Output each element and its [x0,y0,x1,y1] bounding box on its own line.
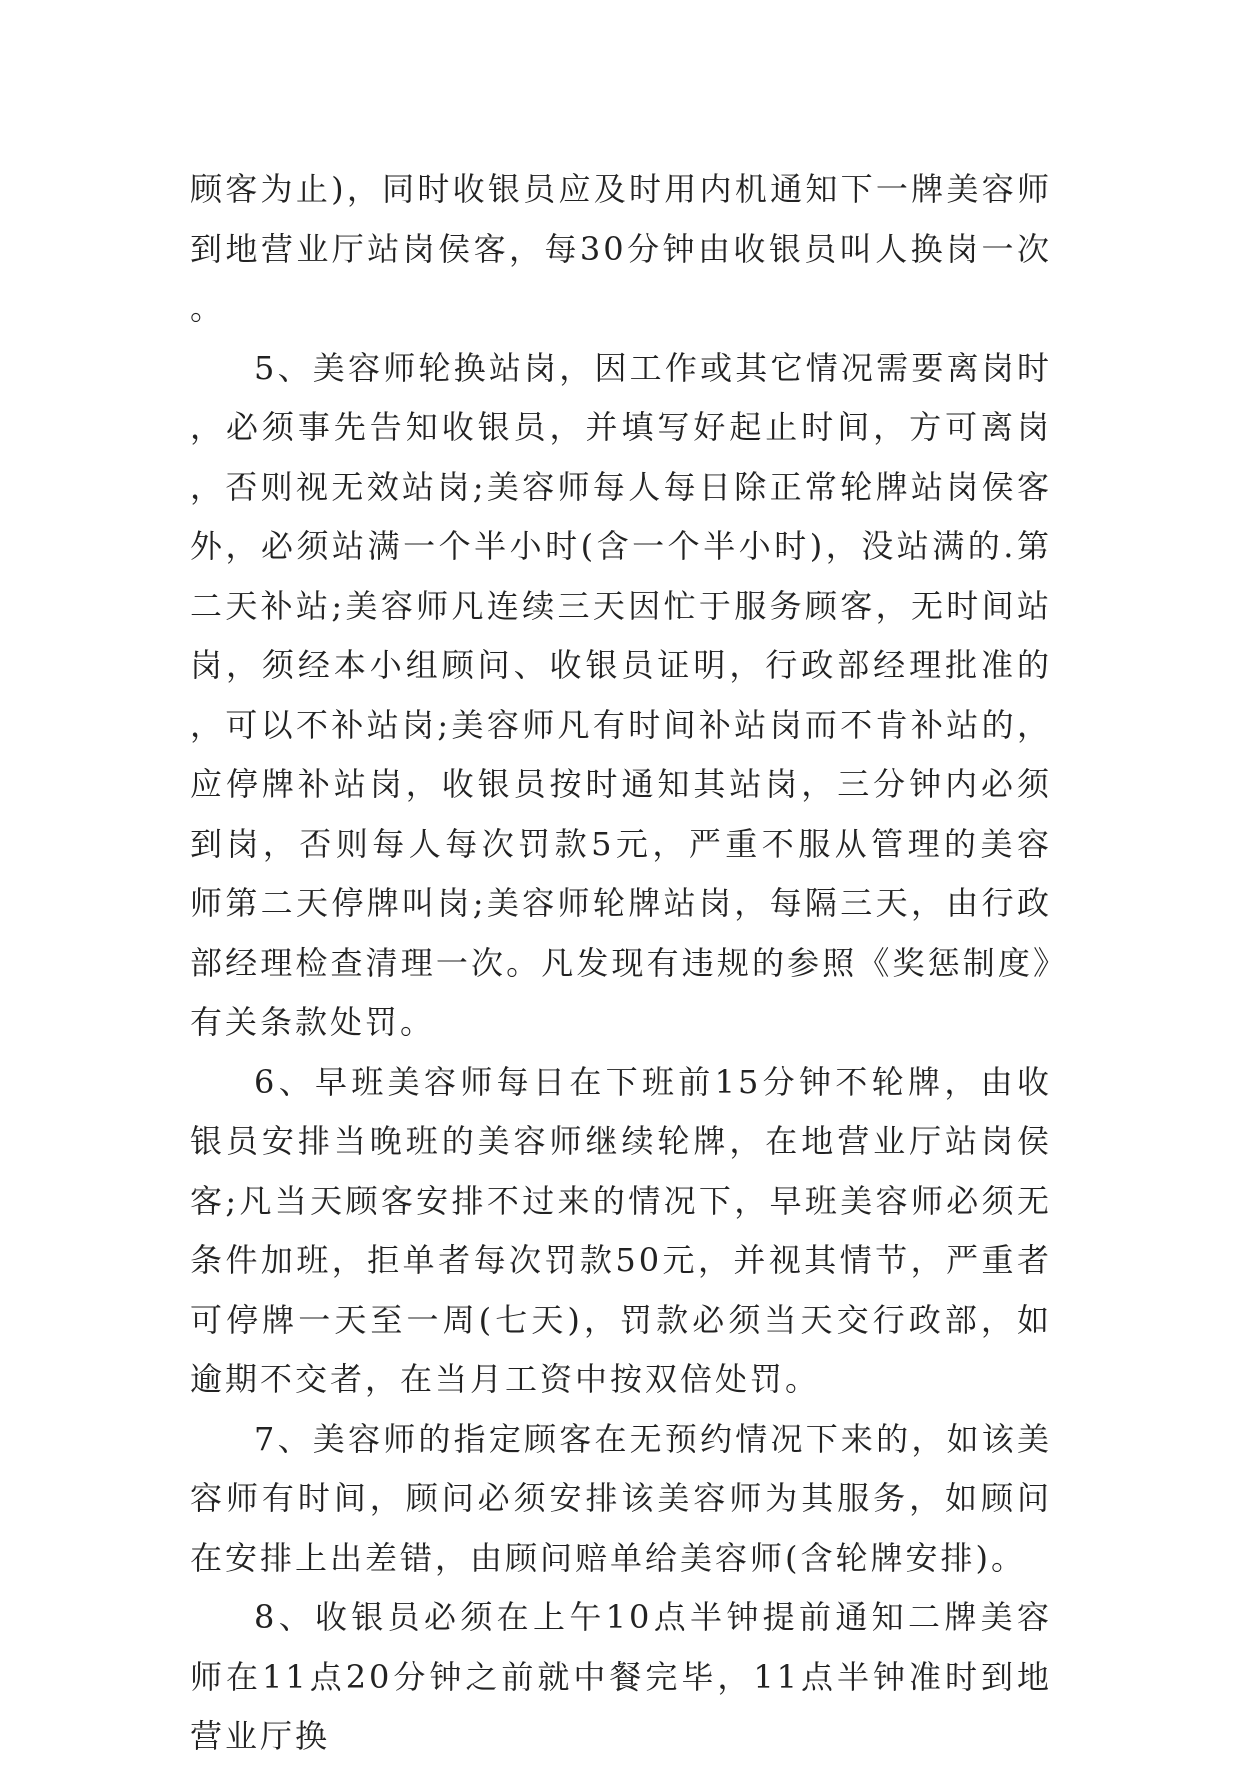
paragraph-continuation: 顾客为止)，同时收银员应及时用内机通知下一牌美容师到地营业厅站岗侯客，每30分钟由收银员叫人换岗一次。 [190,170,1052,327]
paragraph-item-8: 8、收银员必须在上午10点半钟提前通知二牌美容师在11点20分钟之前就中餐完毕，11点半钟准时到地营业厅换 [190,1598,1052,1755]
paragraph-item-6: 6、早班美容师每日在下班前15分钟不轮牌，由收银员安排当晚班的美容师继续轮牌，在地营业厅站岗侯客;凡当天顾客安排不过来的情况下，早班美容师必须无条件加班，拒单者每次罚款50元，并视其情节，严重者可停牌一天至一周(七天)，罚款必须当天交行政部，如逾期不交者，在当月工资中按双倍处罚。 [190,1062,1052,1398]
paragraph-item-7: 7、美容师的指定顾客在无预约情况下来的，如该美容师有时间，顾问必须安排该美容师为其服务，如顾问在安排上出差错，由顾问赔单给美容师(含轮牌安排)。 [190,1419,1052,1577]
document-body [190,160,1052,1767]
paragraph-item-5: 5、美容师轮换站岗，因工作或其它情况需要离岗时，必须事先告知收银员，并填写好起止时间，方可离岗，否则视无效站岗;美容师每人每日除正常轮牌站岗侯客外，必须站满一个半小时(含一个半小时)，没站满的.第二天补站;美容师凡连续三天因忙于服务顾客，无时间站岗，须经本小组顾问、收银员证明，行政部经理批准的，可以不补站岗;美容师凡有时间补站岗而不肯补站的，应停牌补站岗，收银员按时通知其站岗，三分钟内必须到岗，否则每人每次罚款5元，严重不服从管理的美容师第二天停牌叫岗;美容师轮牌站岗，每隔三天，由行政部经理检查清理一次。凡发现有违规的参照《奖惩制度》有关条款处罚。 [190,348,1052,1041]
